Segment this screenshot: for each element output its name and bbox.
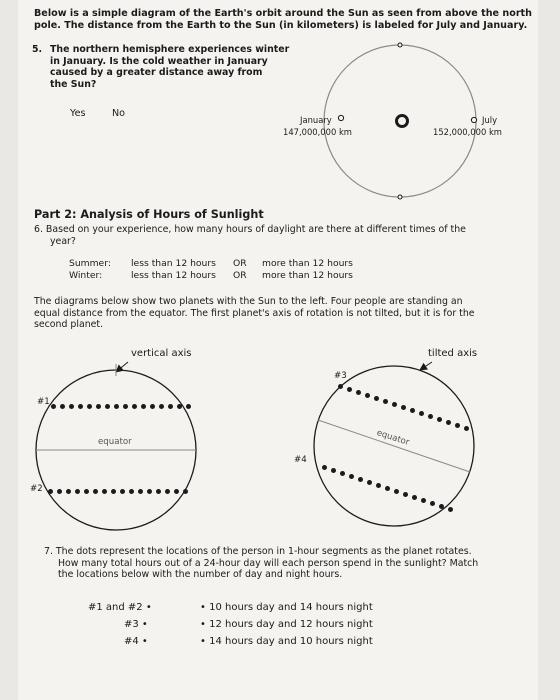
hour-dot — [419, 411, 424, 416]
hour-dot — [183, 489, 188, 494]
match-left-2-label: #3 — [124, 619, 139, 630]
intro-line-2: pole. The distance from the Earth to the Sun (in kilometers) is labeled for July and January. — [34, 20, 528, 31]
match-right-2[interactable]: • 12 hours day and 12 hours night — [200, 619, 373, 630]
question-5-line: in January. Is the cold weather in January — [50, 55, 268, 67]
planets-intro-line-1: The diagrams below show two planets with the Sun to the left. Four people are standing an — [34, 296, 463, 307]
summer-or: OR — [233, 258, 247, 269]
hour-dot — [66, 489, 71, 494]
person-3-label: #3 — [334, 371, 347, 381]
hour-dot — [168, 404, 173, 409]
hour-dot — [123, 404, 128, 409]
hour-dot — [132, 404, 137, 409]
hour-dot — [421, 498, 426, 503]
part-2-heading: Part 2: Analysis of Hours of Sunlight — [34, 208, 264, 221]
match-left-3[interactable]: #4 • — [124, 636, 148, 647]
person-1-label: #1 — [37, 397, 50, 407]
person-2-label: #2 — [30, 484, 43, 494]
hour-dot — [322, 465, 327, 470]
hour-dot — [57, 489, 62, 494]
hour-dot — [186, 404, 191, 409]
hour-dot — [383, 399, 388, 404]
match-right-1[interactable]: • 10 hours day and 14 hours night — [200, 602, 373, 613]
vertical-axis-label: vertical axis — [131, 348, 192, 359]
planet-2-axis-pointer — [420, 362, 432, 370]
match-left-3-label: #4 — [124, 636, 139, 647]
hour-dot — [75, 489, 80, 494]
hour-dot — [51, 404, 56, 409]
hour-dot — [338, 384, 343, 389]
summer-label: Summer: — [69, 258, 111, 269]
tilted-axis-label: tilted axis — [428, 348, 478, 359]
hour-dot — [156, 489, 161, 494]
hour-dot — [48, 489, 53, 494]
hour-dot — [96, 404, 101, 409]
hour-dot — [394, 489, 399, 494]
hour-dot — [403, 492, 408, 497]
hour-dot — [102, 489, 107, 494]
summer-more-option[interactable]: more than 12 hours — [262, 258, 353, 269]
hour-dot — [412, 495, 417, 500]
answer-no[interactable]: No — [112, 108, 126, 119]
hour-dot — [392, 402, 397, 407]
answer-yes[interactable]: Yes — [70, 108, 86, 119]
summer-less-option[interactable]: less than 12 hours — [131, 258, 216, 269]
july-distance: 152,000,000 km — [433, 127, 502, 137]
hour-dot — [114, 404, 119, 409]
winter-less-option[interactable]: less than 12 hours — [131, 270, 216, 281]
hour-dot — [365, 393, 370, 398]
winter-more-option[interactable]: more than 12 hours — [262, 270, 353, 281]
hour-dot — [60, 404, 65, 409]
planet-1-equator-label: equator — [98, 437, 132, 447]
planets-intro-line-3: second planet. — [34, 319, 104, 330]
hour-dot — [376, 483, 381, 488]
person-4-label: #4 — [294, 455, 307, 465]
hour-dot — [138, 489, 143, 494]
january-distance: 147,000,000 km — [283, 127, 352, 137]
hour-dot — [401, 405, 406, 410]
hour-dot — [385, 486, 390, 491]
hour-dot — [174, 489, 179, 494]
match-left-2[interactable]: #3 • — [124, 619, 148, 630]
hour-dot — [437, 417, 442, 422]
hour-dot — [448, 507, 453, 512]
hour-dot — [69, 404, 74, 409]
hour-dot — [428, 414, 433, 419]
match-right-2-label: 12 hours day and 12 hours night — [209, 619, 373, 630]
question-5-line: The northern hemisphere experiences winter — [50, 44, 290, 55]
hour-dot — [464, 426, 469, 431]
july-label: July — [482, 115, 498, 125]
hour-dot — [78, 404, 83, 409]
january-label: January — [300, 115, 332, 125]
hour-dot — [147, 489, 152, 494]
hour-dot — [150, 404, 155, 409]
match-right-3-label: 14 hours day and 10 hours night — [209, 636, 373, 647]
hour-dot — [129, 489, 134, 494]
question-6-line-1: 6. Based on your experience, how many hours of daylight are there at different times of the — [34, 224, 466, 235]
intro-line-1: Below is a simple diagram of the Earth's orbit around the Sun as seen from above the north — [34, 8, 532, 19]
hour-dot — [439, 504, 444, 509]
winter-label: Winter: — [69, 270, 103, 281]
question-7 — [44, 546, 478, 581]
question-7-line-1: 7. The dots represent the locations of the person in 1-hour segments as the planet rotates. — [44, 546, 472, 557]
question-6-line-2: year? — [50, 235, 76, 247]
match-right-1-label: 10 hours day and 14 hours night — [209, 602, 373, 613]
match-left-1-label: #1 and #2 — [88, 602, 143, 613]
hour-dot — [367, 480, 372, 485]
hour-dot — [159, 404, 164, 409]
match-right-3[interactable]: • 14 hours day and 10 hours night — [200, 636, 373, 647]
question-5-line: the Sun? — [50, 78, 97, 90]
question-7-line-3: the locations below with the number of day and night hours. — [58, 569, 343, 581]
hour-dot — [87, 404, 92, 409]
hour-dot — [374, 396, 379, 401]
hour-dot — [120, 489, 125, 494]
question-7-line-2: How many total hours out of a 24-hour day will each person spend in the sunlight? Match — [58, 557, 479, 569]
hour-dot — [111, 489, 116, 494]
hour-dot — [93, 489, 98, 494]
hour-dot — [347, 387, 352, 392]
hour-dot — [349, 474, 354, 479]
hour-dot — [410, 408, 415, 413]
hour-dot — [177, 404, 182, 409]
match-left-1[interactable]: #1 and #2 • — [88, 602, 152, 613]
hour-dot — [356, 390, 361, 395]
planet-2-equator-line — [318, 420, 470, 472]
question-5-number: 5. — [32, 44, 43, 55]
hour-dot — [331, 468, 336, 473]
hour-dot — [84, 489, 89, 494]
planet-2-equator-label: equator — [375, 428, 411, 448]
hour-dot — [358, 477, 363, 482]
hour-dot — [430, 501, 435, 506]
hour-dot — [340, 471, 345, 476]
hour-dot — [141, 404, 146, 409]
hour-dot — [455, 423, 460, 428]
winter-or: OR — [233, 270, 247, 281]
hour-dot — [105, 404, 110, 409]
question-5-line: caused by a greater distance away from — [50, 67, 263, 78]
planets-intro-line-2: equal distance from the equator. The first planet's axis of rotation is not tilted, but it is for the — [34, 307, 475, 319]
hour-dot — [446, 420, 451, 425]
hour-dot — [165, 489, 170, 494]
